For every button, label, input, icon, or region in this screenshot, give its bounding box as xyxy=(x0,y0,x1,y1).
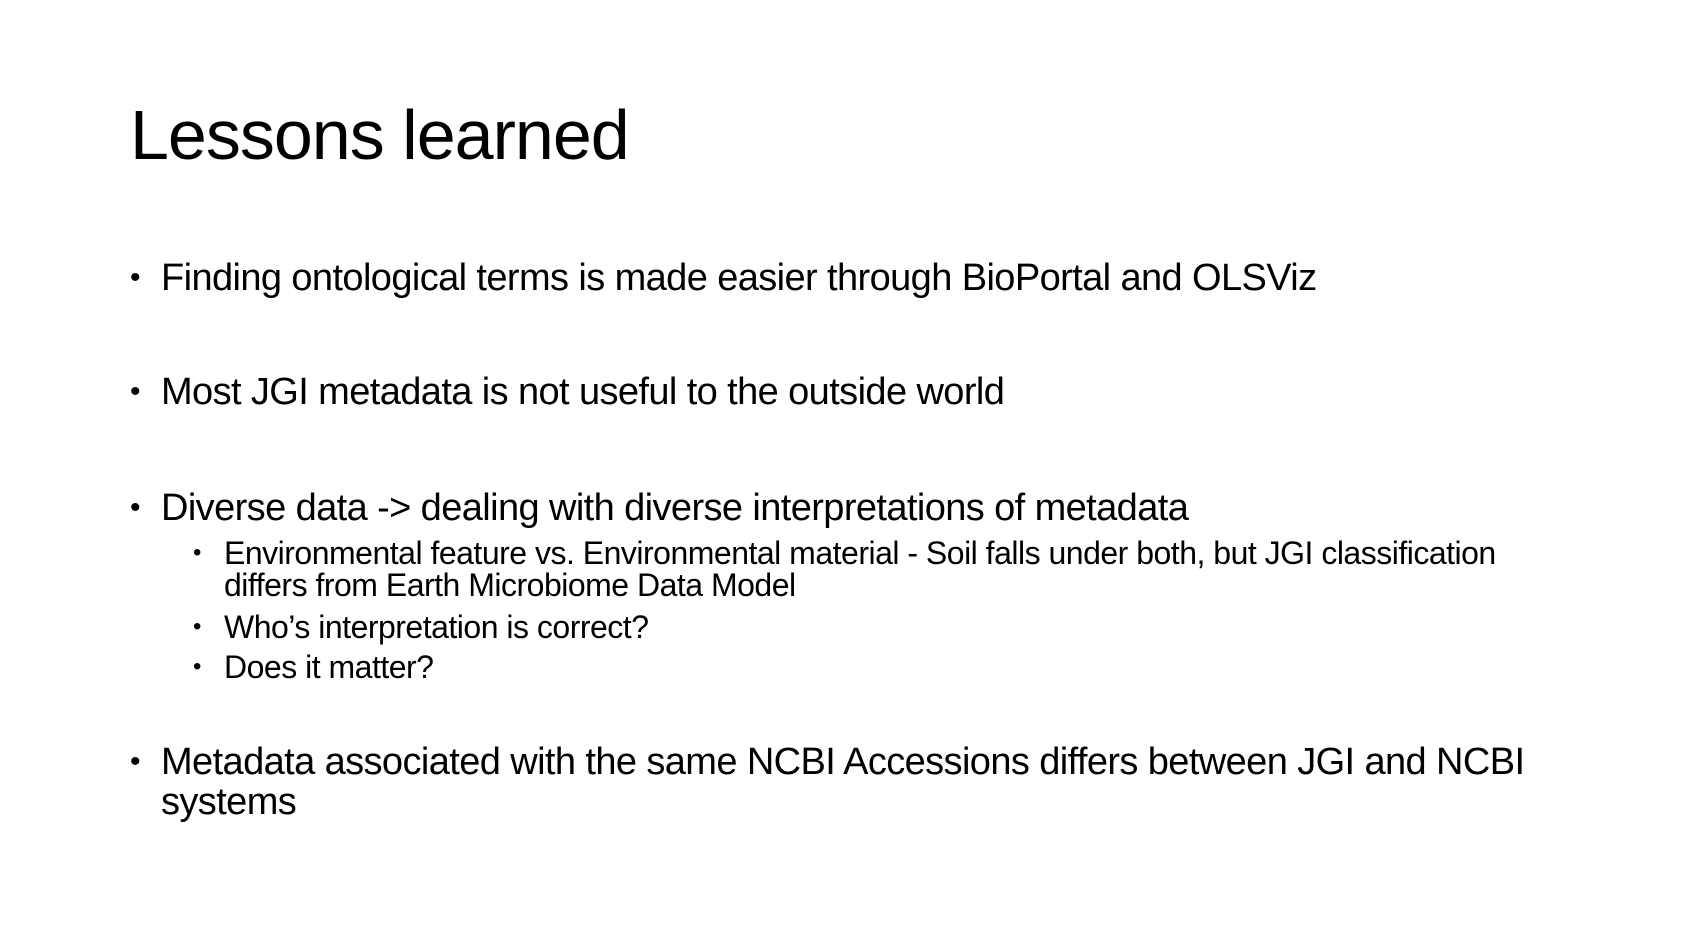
bullet-item xyxy=(130,372,1550,412)
sub-bullet-item xyxy=(193,651,1550,683)
bullet-item xyxy=(130,488,1550,528)
bullet-dot-icon: • xyxy=(193,653,202,680)
sub-bullet-item xyxy=(193,537,1550,601)
bullet-dot-icon: • xyxy=(130,491,141,524)
bullet-dot-icon: • xyxy=(130,261,141,294)
bullet-item xyxy=(130,258,1550,298)
bullet-text: Metadata associated with the same NCBI Accessions differs between JGI and NCBI systems xyxy=(161,741,1525,823)
sub-bullet-text: Does it matter? xyxy=(224,649,434,685)
sub-bullet-item xyxy=(193,611,1550,643)
slide-title: Lessons learned xyxy=(130,96,629,174)
bullet-dot-icon: • xyxy=(130,745,141,778)
bullet-text: Most JGI metadata is not useful to the outside world xyxy=(161,371,1005,413)
sub-bullet-text: Who’s interpretation is correct? xyxy=(224,609,649,645)
bullet-dot-icon: • xyxy=(193,613,202,640)
bullet-text: Finding ontological terms is made easier through BioPortal and OLSViz xyxy=(161,257,1317,299)
bullet-text: Diverse data -> dealing with diverse interpretations of metadata xyxy=(161,487,1189,529)
sub-bullet-text: Environmental feature vs. Environmental material - Soil falls under both, but JGI classification differs from Earth Microbiome Data Model xyxy=(224,535,1496,603)
bullet-item xyxy=(130,742,1550,822)
bullet-dot-icon: • xyxy=(130,375,141,408)
bullet-dot-icon: • xyxy=(193,539,202,566)
